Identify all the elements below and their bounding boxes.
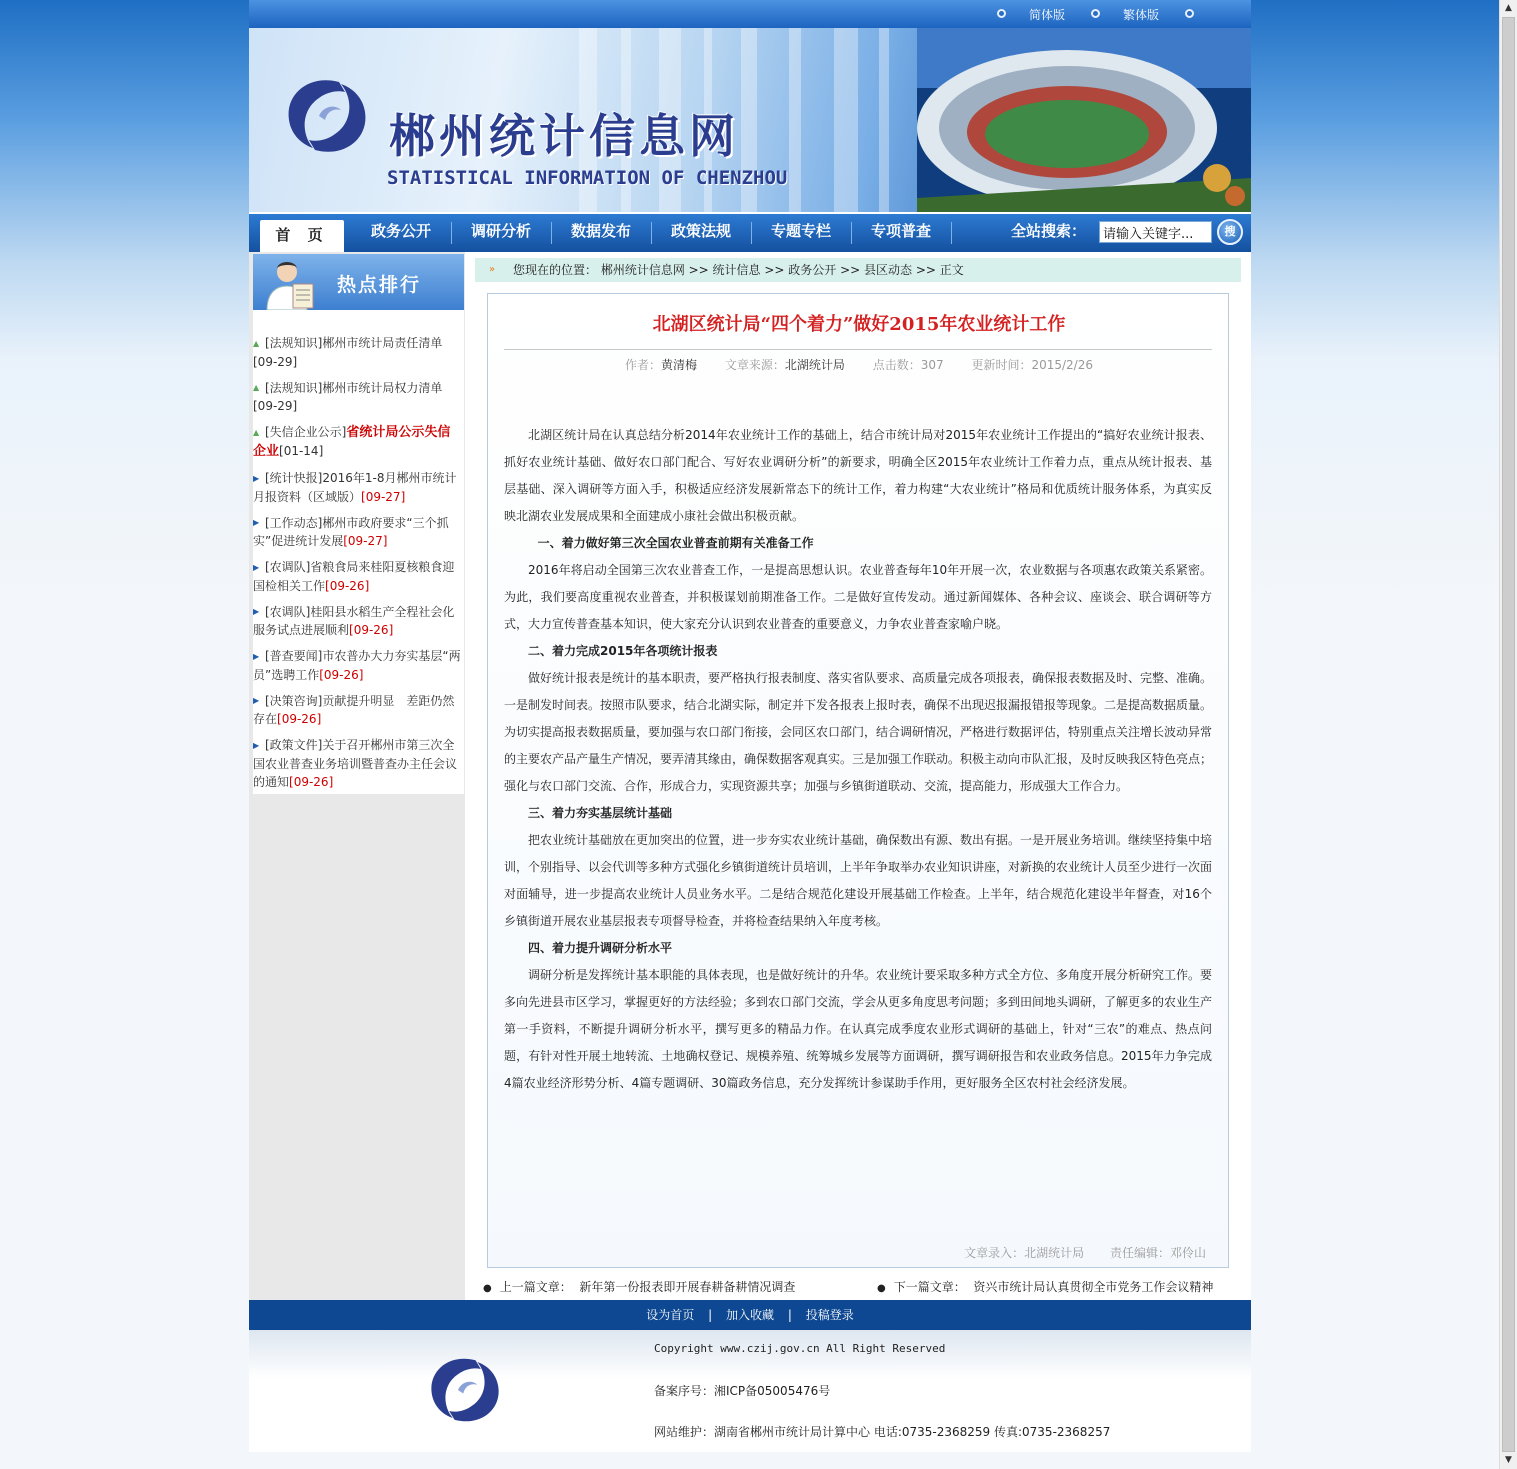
nav-divider: [951, 222, 952, 244]
list-item[interactable]: [253, 558, 464, 603]
page-container: [249, 0, 1251, 1452]
scroll-up-icon[interactable]: ▲: [1505, 3, 1512, 13]
news-date: [09-26]: [349, 623, 394, 637]
news-title[interactable]: [农调队]省粮食局来桂阳夏核粮食迎国检相关工作: [253, 560, 455, 593]
set-homepage-link[interactable]: 设为首页: [646, 1308, 695, 1322]
paragraph: 做好统计报表是统计的基本职责，要严格执行报表制度、落实省队要求、高质量完成各项报表，确保报表数据及时、完整、准确。一是制发时间表。按照市队要求，结合北湖实际，制定并下发各报表上报时表，确保不出现迟报漏报错报等现象。二是提高数据质量。为切实提高报表数据质量，要加强与农口部门衔接，会同区农口部门，结合调研情况，严格进行数据评估，特别重点关注增长波动异常的主要农产品产量生产情况，要弄清其缘由，确保数据客观真实。三是加强工作联动。积极主动向市队汇报，及时反映我区特色亮点；强化与农口部门交流、合作，形成合力，实现资源共享；加强与乡镇街道联动、交流，提高能力，形成强大工作合力。: [504, 671, 1213, 793]
footer: [249, 1330, 1251, 1452]
hits-label: 点击数：: [872, 358, 921, 372]
breadcrumb: [475, 258, 1241, 282]
news-date: [09-26]: [289, 774, 334, 789]
news-date: [09-29]: [253, 399, 298, 413]
entry-label: 文章录入：: [964, 1246, 1025, 1260]
search-button[interactable]: 搜: [1217, 219, 1243, 245]
nav-census[interactable]: 专项普查: [870, 222, 931, 240]
nav-home[interactable]: 首 页: [260, 220, 344, 252]
news-date: [01-14]: [279, 444, 324, 458]
triangle-right-icon: ▶: [253, 518, 260, 527]
site-banner: [249, 28, 1251, 212]
source-label: 文章来源：: [724, 358, 785, 372]
traditional-link[interactable]: 繁体版: [1123, 8, 1160, 22]
section-heading: 二、着力完成2015年各项统计报表: [528, 644, 718, 658]
news-title[interactable]: [农调队]桂阳县水稻生产全程社会化服务试点进展顺利: [253, 604, 455, 637]
main-nav: [249, 214, 1251, 252]
list-item[interactable]: [253, 423, 464, 469]
editor-label: 责任编辑：: [1109, 1246, 1170, 1260]
hot-ranking-header: [253, 254, 464, 310]
news-title-highlight[interactable]: 省统计局公示失信企业: [253, 425, 451, 459]
article-footer-meta: [964, 1244, 1206, 1261]
nav-government-affairs[interactable]: 政务公开: [370, 222, 431, 240]
section-heading: 四、着力提升调研分析水平: [528, 941, 673, 955]
list-item[interactable]: [253, 379, 464, 424]
bullet-icon: [1091, 9, 1100, 18]
double-arrow-icon: »: [489, 264, 496, 275]
breadcrumb-text[interactable]: 您现在的位置： 郴州统计信息网 >> 统计信息 >> 政务公开 >> 县区动态 >> 正文: [513, 263, 964, 277]
scrollbar-thumb[interactable]: [1502, 17, 1515, 1452]
paragraph: 北湖区统计局在认真总结分析2014年农业统计工作的基础上，结合市统计局对2015年农业统计工作提出的“搞好农业统计报表、抓好农业统计基础、做好农口部门配合、写好农业调研分析”的新要求，明确全区2015年农业统计工作着力点，重点从统计报表、基层基础、深入调研等方面入手，积极适应经济发展新常态下的统计工作，着力构建“大农业统计”格局和优质统计服务体系，为真实反映北湖农业发展成果和全面建成小康社会做出积极贡献。: [504, 428, 1212, 523]
bullet-icon: ●: [483, 1283, 492, 1294]
news-title[interactable]: [法规知识]郴州市统计局权力清单: [265, 380, 443, 395]
entry: 北湖统计局: [1024, 1246, 1085, 1260]
triangle-right-icon: ▶: [253, 562, 260, 572]
paragraph: 2016年将启动全国第三次农业普查工作，一是提高思想认识。农业普查每年10年开展一次，农业数据与各项惠农政策关系紧密。为此，我们要高度重视农业普查，并积极谋划前期准备工作。二是做好宣传发动。通过新闻媒体、各种会议、座谈会、联合调研等方式，大力宣传普查基本知识，使大家充分认识到农业普查的重要意义，力争农业普查家喻户晓。: [504, 563, 1212, 631]
site-subtitle: STATISTICAL INFORMATION OF CHENZHOU: [387, 167, 788, 189]
news-date: [09-26]: [325, 578, 370, 593]
news-date: [09-26]: [277, 712, 322, 726]
bullet-icon: [1185, 9, 1194, 18]
banner-decoration: [834, 28, 858, 212]
news-date: [09-27]: [361, 489, 406, 504]
simplified-link[interactable]: 简体版: [1029, 8, 1066, 22]
triangle-right-icon: ▶: [253, 696, 260, 705]
banner-decoration: [789, 28, 801, 212]
author-label: 作者：: [624, 358, 661, 372]
up-arrow-icon: ▲: [253, 383, 260, 392]
site-logo-icon: [279, 68, 375, 164]
hits-count: 307: [920, 358, 944, 372]
icp-text: 备案序号：湘ICP备05005476号: [654, 1384, 831, 1398]
nav-research[interactable]: 调研分析: [470, 222, 531, 240]
paragraph: 把农业统计基础放在更加突出的位置，进一步夯实农业统计基础，确保数出有源、数出有据。一是开展业务培训。继续坚持集中培训，个别指导、以会代训等多种方式强化乡镇街道统计员培训，上半年争取举办农业知识讲座，对新换的农业统计人员至少进行一次面对面辅导，进一步提高农业统计人员业务水平。二是结合规范化建设开展基础工作检查。上半年，结合规范化建设半年督查，对16个乡镇街道开展农业基层报表专项督导检查，并将检查结果纳入年度考核。: [504, 833, 1213, 928]
submit-login-link[interactable]: 投稿登录: [805, 1308, 854, 1322]
triangle-right-icon: ▶: [253, 473, 260, 483]
news-date: [09-27]: [343, 534, 388, 548]
news-date: [09-29]: [253, 354, 298, 369]
next-label: 下一篇文章：: [893, 1280, 966, 1294]
main-content: [475, 258, 1241, 1294]
list-item[interactable]: [253, 692, 464, 737]
news-title[interactable]: [法规知识]郴州市统计局责任清单: [265, 336, 443, 350]
up-arrow-icon: ▲: [253, 338, 260, 348]
link-separator: |: [708, 1308, 713, 1322]
footer-logo-icon: [421, 1348, 509, 1432]
next-article[interactable]: [877, 1278, 1213, 1295]
list-item[interactable]: [253, 334, 464, 379]
search-label: 全站搜索：: [1011, 222, 1087, 240]
source: 北湖统计局: [784, 358, 845, 372]
list-item[interactable]: [253, 603, 464, 648]
triangle-right-icon: ▶: [253, 651, 260, 661]
news-title[interactable]: [工作动态]郴州市政府要求“三个抓实”促进统计发展: [253, 515, 449, 548]
sidebar: [249, 252, 465, 1300]
nav-policies[interactable]: 政策法规: [670, 222, 731, 240]
updated-label: 更新时间：: [971, 358, 1032, 372]
scroll-down-icon[interactable]: ▼: [1505, 1455, 1512, 1465]
news-title[interactable]: [决策咨询]贡献提升明显 差距仍然存在: [253, 693, 455, 726]
news-title[interactable]: [统计快报]2016年1-8月郴州市统计月报资料（区域版）: [253, 471, 457, 504]
stadium-image: [917, 28, 1251, 212]
list-item[interactable]: [253, 514, 464, 559]
divider: [504, 349, 1212, 350]
list-item[interactable]: [253, 469, 464, 514]
list-item[interactable]: [253, 736, 464, 799]
article-panel: [487, 293, 1229, 1268]
person-icon: [265, 258, 315, 310]
article-title: 北湖区统计局“四个着力”做好2015年农业统计工作: [652, 314, 1066, 335]
link-separator: |: [787, 1308, 792, 1322]
article-body: [504, 422, 1212, 1097]
top-bar: [249, 0, 1251, 28]
next-article-link[interactable]: 资兴市统计局认真贯彻全市党务工作会议精神: [973, 1280, 1214, 1294]
search-input[interactable]: [1099, 221, 1212, 243]
hot-ranking-title: 热点排行: [337, 274, 422, 296]
article-meta: [488, 356, 1230, 373]
news-title[interactable]: [普查要闻]市农普办大力夯实基层“两员”选聘工作: [253, 649, 461, 682]
prev-label: 上一篇文章：: [499, 1280, 572, 1294]
banner-decoration: [879, 28, 889, 212]
nav-data-release[interactable]: 数据发布: [570, 222, 631, 240]
footer-links: [249, 1300, 1251, 1330]
updated-date: 2015/2/26: [1031, 358, 1093, 372]
vertical-scrollbar[interactable]: [1499, 0, 1517, 1469]
add-favorite-link[interactable]: 加入收藏: [725, 1308, 774, 1322]
maintainer-text: 网站维护：湖南省郴州市统计局计算中心 电话:0735-2368259 传真:0735-2368257: [654, 1425, 1111, 1439]
site-title: 郴州统计信息网: [389, 109, 739, 163]
hot-news-list: [253, 310, 464, 794]
editor: 邓伶山: [1169, 1246, 1206, 1260]
paragraph: 调研分析是发挥统计基本职能的具体表现，也是做好统计的升华。农业统计要采取多种方式全方位、多角度开展分析研究工作。要多向先进县市区学习，掌握更好的方法经验；多到农口部门交流，学会从更多角度思考问题；多到田间地头调研，了解更多的农业生产第一手资料，不断提升调研分析水平，撰写更多的精品力作。在认真完成季度农业形式调研的基础上，针对“三农”的难点、热点问题，有针对性开展土地转流、土地确权登记、规模养殖、统筹城乡发展等方面调研，撰写调研报告和农业政务信息。2015年力争完成4篇农业经济形势分析、4篇专题调研、30篇政务信息，充分发挥统计参谋助手作用，更好服务全区农村社会经济发展。: [504, 968, 1213, 1090]
news-date: [09-26]: [319, 667, 364, 682]
up-arrow-icon: ▲: [253, 427, 260, 437]
news-category: [失信企业公示]: [265, 425, 347, 439]
triangle-right-icon: ▶: [253, 607, 260, 616]
section-heading: 一、着力做好第三次全国农业普查前期有关准备工作: [537, 536, 814, 550]
news-title[interactable]: [政策文件]关于召开郴州市第三次全国农业普查业务培训暨普查办主任会议的通知: [253, 738, 458, 789]
nav-special-topics[interactable]: 专题专栏: [770, 222, 831, 240]
bullet-icon: [997, 9, 1006, 18]
prev-article-link[interactable]: 新年第一份报表即开展春耕备耕情况调查: [579, 1280, 796, 1294]
triangle-right-icon: ▶: [253, 740, 260, 750]
bullet-icon: ●: [877, 1283, 886, 1294]
copyright-text: Copyright www.czij.gov.cn All Right Reserved: [654, 1342, 946, 1355]
prev-article[interactable]: [483, 1278, 795, 1295]
author: 黄清梅: [661, 358, 698, 372]
section-heading: 三、着力夯实基层统计基础: [528, 806, 673, 820]
list-item[interactable]: [253, 647, 464, 692]
